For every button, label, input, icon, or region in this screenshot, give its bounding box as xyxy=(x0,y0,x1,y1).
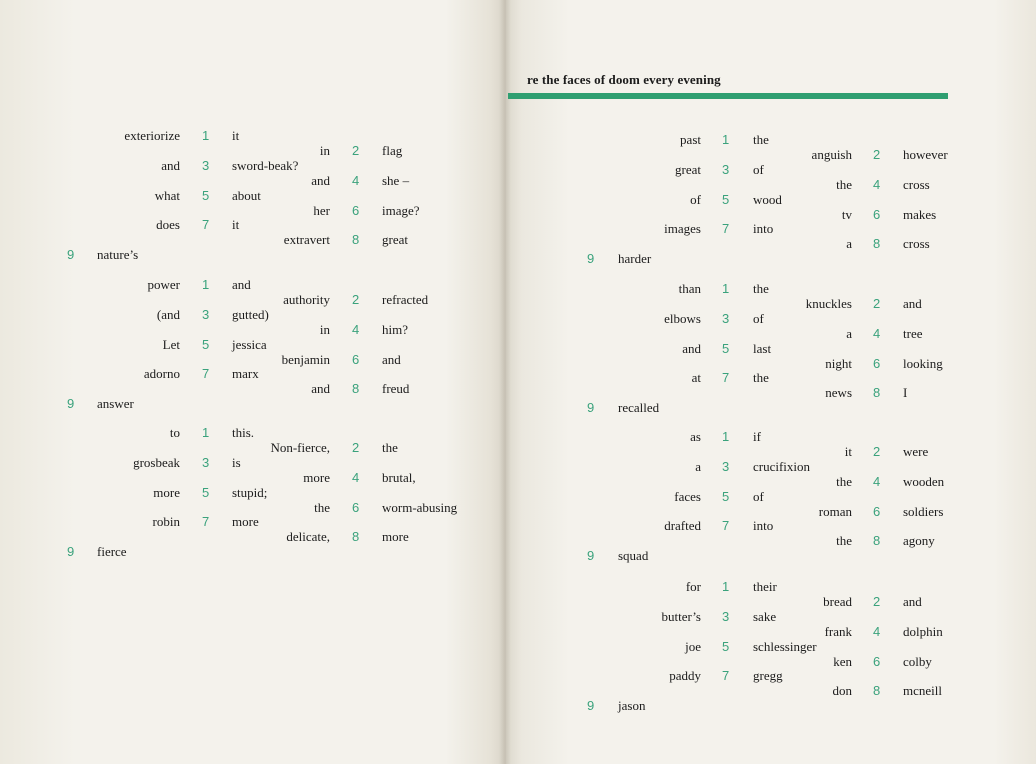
line-number: 3 xyxy=(722,458,730,474)
line-number: 7 xyxy=(722,370,730,386)
poem-word-right: is xyxy=(232,454,241,470)
poem-word-left: delicate, xyxy=(286,529,330,545)
poem-word-right: makes xyxy=(903,206,937,222)
poem-word-right: refracted xyxy=(382,291,429,307)
poem-word-right: it xyxy=(232,128,240,143)
line-number: 8 xyxy=(873,683,881,699)
poem-word-right: brutal, xyxy=(382,469,416,485)
line-number: 1 xyxy=(722,281,730,296)
poem-word-left: a xyxy=(846,236,852,252)
poem-word-left: the xyxy=(836,533,852,549)
line-number: 3 xyxy=(722,161,730,177)
poem-word-left: the xyxy=(836,176,852,192)
poem-word-right: wooden xyxy=(903,473,945,489)
poem-word-left: bread xyxy=(823,593,852,609)
poem-word-left: what xyxy=(154,187,180,203)
line-number-nine: 9 xyxy=(67,396,75,412)
line-number: 8 xyxy=(873,533,881,549)
line-number: 6 xyxy=(873,503,881,519)
poem-word-right: more xyxy=(382,529,409,545)
poem-word-right: and xyxy=(903,593,922,609)
poem-word-left: extravert xyxy=(283,232,330,248)
poem-word-left: and xyxy=(682,340,701,356)
poem-word-left: a xyxy=(695,458,701,474)
poem-word-right: last xyxy=(753,340,772,356)
line-number: 5 xyxy=(722,191,730,207)
poem-word-left: Non-fierce, xyxy=(270,439,330,455)
line-number: 2 xyxy=(352,142,360,158)
line-number: 3 xyxy=(722,310,730,326)
line-number-nine: 9 xyxy=(67,247,75,263)
poem-word-right: wood xyxy=(753,191,782,207)
poem-word-right: him? xyxy=(382,321,408,337)
poem-word-left: news xyxy=(825,385,852,401)
poem-word-left: faces xyxy=(674,488,701,504)
page-header: re the faces of doom every evening xyxy=(527,72,721,87)
poem-word-left: frank xyxy=(824,623,852,639)
line-number: 6 xyxy=(873,206,881,222)
poem-word-left: (and xyxy=(156,306,180,322)
line-number: 6 xyxy=(352,202,360,218)
poem-word-left: power xyxy=(147,277,180,292)
line-number: 8 xyxy=(873,236,881,252)
poem-word-left: the xyxy=(314,499,330,515)
line-number: 4 xyxy=(873,325,881,341)
poem-word-right: the xyxy=(753,281,769,296)
poem-word-left: and xyxy=(311,381,330,397)
poem-word-right: into xyxy=(753,518,774,534)
poem-word-left: adorno xyxy=(143,366,180,382)
poem-word-left: as xyxy=(690,429,701,444)
poem-word-left: and xyxy=(311,172,330,188)
poem-word-left: of xyxy=(690,191,701,207)
line-number-nine: 9 xyxy=(587,251,595,267)
line-number: 1 xyxy=(722,429,730,444)
poem-word-left: elbows xyxy=(664,310,701,326)
poem-word-right: of xyxy=(753,161,764,177)
poem-word-left: roman xyxy=(818,503,852,519)
poem-word-right: colby xyxy=(903,653,932,669)
poem-word-right: jessica xyxy=(232,336,267,352)
poem-word-left: joe xyxy=(685,638,701,654)
line-number: 7 xyxy=(202,366,210,382)
poem-word-left: exteriorize xyxy=(124,128,180,143)
line-number: 6 xyxy=(873,355,881,371)
poem-word-right: freud xyxy=(382,381,410,397)
line-number: 2 xyxy=(873,146,881,162)
line-number: 8 xyxy=(352,381,360,397)
line-number: 7 xyxy=(722,668,730,684)
poem-word-left: a xyxy=(846,325,852,341)
line-number: 3 xyxy=(202,454,210,470)
poem-word-right: crucifixion xyxy=(753,458,811,474)
line-number: 8 xyxy=(352,529,360,545)
poem-word-right: and xyxy=(232,277,251,292)
poem-word-right: she – xyxy=(382,172,410,188)
line-number: 6 xyxy=(352,351,360,367)
line-number: 7 xyxy=(202,514,210,530)
poem-word-left: and xyxy=(161,157,180,173)
header-rule xyxy=(508,93,948,99)
poem-word-left: tv xyxy=(841,206,852,222)
line-number: 5 xyxy=(722,638,730,654)
poem-word-right: this. xyxy=(232,425,255,440)
poem-word-nine: answer xyxy=(97,396,134,412)
line-number: 1 xyxy=(202,277,210,292)
line-number: 5 xyxy=(202,484,210,500)
poem-word-right: schlessinger xyxy=(753,638,817,654)
poem-word-right: tree xyxy=(903,325,923,341)
line-number: 3 xyxy=(202,306,210,322)
line-number: 1 xyxy=(202,425,210,440)
poem-word-left: robin xyxy=(152,514,180,530)
poem-word-left: in xyxy=(319,321,330,337)
poem-word-left: it xyxy=(844,443,852,459)
poem-word-left: than xyxy=(678,281,701,296)
poem-word-nine: recalled xyxy=(618,400,660,416)
line-number: 5 xyxy=(202,187,210,203)
line-number: 8 xyxy=(352,232,360,248)
line-number: 1 xyxy=(722,132,730,147)
poem-word-left: drafted xyxy=(664,518,701,534)
line-number: 5 xyxy=(722,340,730,356)
line-number: 3 xyxy=(202,157,210,173)
book-gutter xyxy=(499,0,511,764)
poem-word-left: paddy xyxy=(669,668,701,684)
poem-word-right: soldiers xyxy=(903,503,944,519)
poem-word-left: more xyxy=(303,469,330,485)
poem-word-right: into xyxy=(753,221,774,237)
poem-word-left: images xyxy=(664,221,701,237)
poem-word-right: were xyxy=(903,443,929,459)
line-number: 2 xyxy=(873,593,881,609)
line-number: 4 xyxy=(352,469,360,485)
poem-word-right: cross xyxy=(903,176,930,192)
poem-word-right: sword-beak? xyxy=(232,157,299,173)
poem-word-right: the xyxy=(382,439,398,455)
poem-word-right: if xyxy=(753,429,761,444)
line-number: 4 xyxy=(873,473,881,489)
poem-word-right: however xyxy=(903,146,948,162)
poem-word-right: stupid; xyxy=(232,484,268,500)
poem-word-right: image? xyxy=(382,202,420,218)
poem-word-right: I xyxy=(903,385,908,401)
line-number: 7 xyxy=(202,217,210,233)
poem-word-left: her xyxy=(313,202,330,218)
poem-word-right: the xyxy=(753,132,769,147)
poem-word-left: more xyxy=(153,484,180,500)
line-number-nine: 9 xyxy=(587,698,595,714)
poem-word-right: dolphin xyxy=(903,623,943,639)
line-number-nine: 9 xyxy=(67,544,75,560)
line-number: 5 xyxy=(722,488,730,504)
line-number: 1 xyxy=(722,579,730,594)
poem-word-right: sake xyxy=(753,608,777,624)
poem-word-left: don xyxy=(832,683,852,699)
poem-word-right: of xyxy=(753,488,764,504)
line-number: 7 xyxy=(722,221,730,237)
poem-word-left: past xyxy=(680,132,701,147)
poem-word-left: the xyxy=(836,473,852,489)
line-number: 8 xyxy=(873,385,881,401)
poem-word-left: butter’s xyxy=(661,608,701,624)
line-number: 2 xyxy=(352,439,360,455)
line-number: 2 xyxy=(352,291,360,307)
poem-word-left: night xyxy=(825,355,852,371)
poem-word-right: more xyxy=(232,514,259,530)
poem-word-nine: fierce xyxy=(97,544,127,560)
poem-word-nine: nature’s xyxy=(97,247,139,263)
poem-word-right: gregg xyxy=(753,668,783,684)
poem-word-left: grosbeak xyxy=(133,454,180,470)
poem-word-right: worm-abusing xyxy=(382,499,458,515)
line-number: 4 xyxy=(873,176,881,192)
line-number-nine: 9 xyxy=(587,548,595,564)
poem-word-right: flag xyxy=(382,142,403,158)
poem-word-right: cross xyxy=(903,236,930,252)
poem-word-left: ken xyxy=(833,653,852,669)
line-number: 1 xyxy=(202,128,210,143)
poem-word-left: authority xyxy=(283,291,330,307)
poem-word-left: Let xyxy=(162,336,180,352)
line-number: 2 xyxy=(873,443,881,459)
poem-word-right: gutted) xyxy=(232,306,269,322)
line-number-nine: 9 xyxy=(587,400,595,416)
poem-word-right: great xyxy=(382,232,408,248)
poem-word-left: great xyxy=(675,161,701,177)
line-number: 4 xyxy=(352,172,360,188)
poem-word-left: at xyxy=(691,370,701,386)
poem-word-nine: squad xyxy=(618,548,649,564)
poem-word-nine: jason xyxy=(618,698,646,714)
poem-word-right: marx xyxy=(232,366,259,382)
poem-word-left: benjamin xyxy=(281,351,330,367)
poem-word-left: in xyxy=(319,142,330,158)
poem-word-left: to xyxy=(169,425,180,440)
poem-word-left: knuckles xyxy=(805,295,852,311)
poem-word-left: does xyxy=(156,217,180,233)
poem-word-right: about xyxy=(232,187,261,203)
poem-word-nine: harder xyxy=(618,251,652,267)
line-number: 3 xyxy=(722,608,730,624)
line-number: 2 xyxy=(873,295,881,311)
poem-word-left: anguish xyxy=(811,146,852,162)
poem-word-right: mcneill xyxy=(903,683,942,699)
poem-word-right: and xyxy=(903,295,922,311)
line-number: 4 xyxy=(352,321,360,337)
poem-word-right: of xyxy=(753,310,764,326)
line-number: 7 xyxy=(722,518,730,534)
line-number: 4 xyxy=(873,623,881,639)
poem-word-right: their xyxy=(753,579,777,594)
poem-word-right: looking xyxy=(903,355,943,371)
line-number: 6 xyxy=(352,499,360,515)
poem-word-right: and xyxy=(382,351,401,367)
line-number: 5 xyxy=(202,336,210,352)
poem-word-right: the xyxy=(753,370,769,386)
poem-word-left: for xyxy=(685,579,701,594)
poem-word-right: it xyxy=(232,217,240,233)
poem-word-right: agony xyxy=(903,533,935,549)
line-number: 6 xyxy=(873,653,881,669)
